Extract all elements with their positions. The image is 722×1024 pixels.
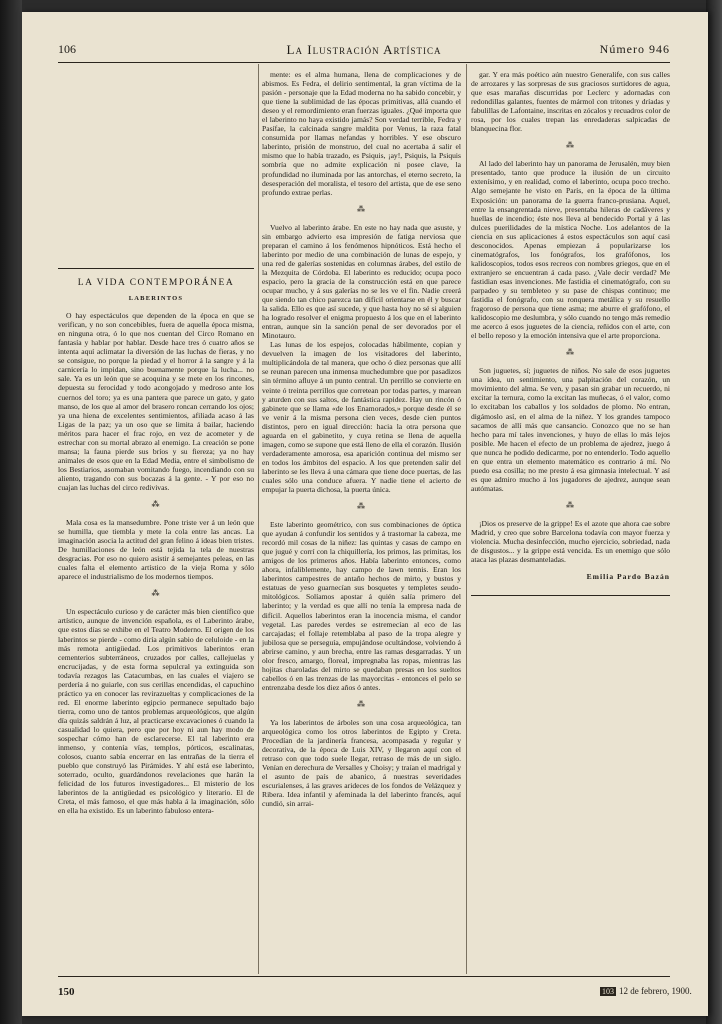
header-rule [58, 62, 670, 63]
article-end-rule [471, 595, 670, 596]
header-title: La Ilustración Artística [286, 42, 442, 57]
section-title: LA VIDA CONTEMPORÁNEA [77, 278, 235, 288]
asterism: ⁂ [357, 204, 366, 214]
column-3 [471, 70, 670, 596]
stamp-number: 103 [602, 987, 614, 996]
article-paragraph: gar. Y era más poético aún nuestro Generalife, con sus calles de arrozares y las sorpresas de sus graciosos surtidores de agua, que esas marañas discurridas por Leclerc y adornadas con redondillas galantes, fuentes de mármol con tritones y dríadas y fabulillas de Lafontaine, inscritas en zócalos y recuadros color de rosa, por los cuales trepan las enredaderas salpicadas de blanquecina flor. [471, 70, 670, 134]
asterism: ⁂ [566, 141, 575, 151]
left-spine-shadow [0, 0, 22, 1024]
asterism: ⁂ [357, 502, 366, 512]
column-2 [262, 70, 461, 808]
article-paragraph: Al lado del laberinto hay un panorama de Jerusalén, muy bien presentado, tanto que produce la ilusión de un circuito extenísimo, y en realidad, como el laberinto, ocupa poco trecho. Algo semejante he visto en París, en la época de la última Exposición: un panorama de la guerra franco-prusiana. Aquel, entre la ensangrentada nieve, presentaba hileras de cadáveres y huellas de incendio; éste nos lleva al bendecido Portal y á las dulces puerilidades de la mística Noche. Los adelantos de la ciencia en sus aplicaciones á estos espectáculos son aquí casi desconocidos. Apenas empiezan á popularizarse los cinematógrafos, los fonógrafos, los grafófonos, los kalidoscopios, todos esos recreos con nombres griegos, que en el extranjero se encuentran á cada paso. ¿Vale decir verdad? Me fastidian esas invenciones. Me fastidia el cinematógrafo, con su parpadeo y su tembleteo y su pase de chispas continuo; me fastidia el fonógrafo, con su ronquera metálica y su resuello fragoroso de persona que tiene asma; me aburre el grafófono, el kalidoscopio me deslumbra, y sólo cuando no tengo más remedio me acerco á esos juguetes de la ciencia, reñidos con el arte, con el bello reposo y la emoción intensiva que el arte proporciona. [471, 159, 670, 341]
article-paragraph: Este laberinto geométrico, con sus combinaciones de óptica que ayudan á confundir los sentidos y á trastornar la cabeza, me recordó mil cosas de la niñez: las quintas y casas de campo en que jugué y corrí con la chiquillería, los primos, las primitas, los amigos de los primeros años. Había laberinto entonces, como ahora, infaliblemente, hay campo de lawn tennis. Eran los laberintos campestres de antaño hechos de mirto, y bustos y estatuas de yeso guarnecían sus bosquetes y templetes seudo-mitológicos. Solíamos apostar á quién salía primero del laberinto; y la verdad es que allí no tenía la empresa nada de difícil. Aquellos laberintos eran la inocencia misma, el candor vegetal. Las paredes verdes se estremecían al eco de las carcajadas; el follaje retemblaba al paso de la tropa alegre y jubilosa que se perseguía, empujándose ocultándose, volviendo á abrirse camino, y aun brecha, entre las ramas desgarradas. Y un olor fresco, amargo, floreal, impregnaba las ropas, mientras las hojitas charoladas del mirto se quedaban presas en los sueltos cabellos ó en las trenzas de las mayorcitas - entonces el pelo se entrenzaba desde los diez años ó antes. [262, 520, 461, 692]
article-paragraph: Un espectáculo curioso y de carácter más bien científico que artístico, aunque de invención española, es el Laberinto árabe, que estos días se exhibe en el Teatro Moderno. El origen de los laberintos se pierde - como diría algún sabio de celuloide - en la más remota antigüedad. Los primitivos laberintos eran cementerios subterráneos, cruzados por calles, callejuelas y encrucijadas, y de esta forma sepulcral ya extinguida son todavía rezagos las Catacumbas, en las cuales el viajero se perdería á no guiarle, con sus cerillas encendidas, el capuchino práctico ya en conocer las revirazueltas y complicaciones de la red. El enorme laberinto egipcio permanece sepultado bajo tierra, como uno de tantos problemas arqueológicos, que algún día quizás saldrán á luz, al practicarse excavaciones ó cuando la casualidad lo quiera, pero que por hoy ni aun hay modo de sospechar cómo han de esclarecerse. El tal laberinto era inmenso, y contenía vías, templos, pórticos, escalinatas, colosos, cuanto sabía encerrar en las entrañas de la tierra el pueblo que construyó las Pirámides. Y ahí está ese laberinto, soterrado, oculto, guardándonos revelaciones que harán la felicidad de los futuros investigadores... El misterio de los laberintos de la antigüedad es psicológico y literario. El de Creta, el más famoso, el que más habla á la imaginación, sólo en ella ha existido. Es un laberinto fabuloso entera- [58, 607, 254, 816]
asterism: ⁂ [151, 589, 161, 599]
footer-rule [58, 976, 670, 977]
right-edge-shadow [706, 0, 722, 1024]
footer-folio: 150 [58, 986, 75, 998]
asterism: ⁂ [566, 348, 575, 358]
article-paragraph: mente: es el alma humana, llena de complicaciones y de abismos. Es Fedra, el delirio sentimental, la gran víctima de la pasión - personaje que la Edad moderna no ha sabido concebir, y que tiene la sublimidad de las épocas primitivas, allá cuando el deseo y el remordimiento eran fuerzas iguales. ¿Qué importa que el laberinto no haya existido jamás? Son verdad terrible, Fedra y Pasífae, la calcinada sangre maldita por Venus, la raza fatal consumida por llamas nefandas y horribles. Y ese obscuro laberinto, prisión de monstruo, del cual no acertaba á salir el mismo que lo había trazado, es Psiquis, ¡ay!, Psiquis, la Psiquis sombría que no admite explicación ni posee clave, la profundidad no iluminada por las antorchas, el eterno secreto, la desesperación del moralista, el tesoro del artista, que de ese seno profundo extrae perlas. [262, 70, 461, 197]
article-paragraph: O hay espectáculos que dependen de la época en que se verifican, y no son concebibles, fuera de aquella época misma, en ninguna otra, ó lo que nos cuentan del Circo Romano en fantasía y hablar por hablar. Desde hace tres ó cuatro años se intenta aquí aclimatar la diversión de las luchas de fieras, y no se consigue, no porque la piedad y el horror á la sangre y á la carnicería lo impidan, sino buenamente porque la lucha... no sale. Ya es un león que se acoquina y se mete en los rincones, depuesta su ferocidad y todo acongojado y medroso ante los cuernos del toro; ya es una pantera que parece un gato, y gato manso, de los que al amor del brasero roncan cerrando los ojos; ya una hiena de excelentes sentimientos, afiliada acaso á las Ligas de la paz; ya un oso que se limita á bailar, haciendo méritos para hacer el frac rojo, en vez de acometer y de estrechar con su mortal abrazo al enemigo. La creación se pone mansa; la fauna pierde sus bríos y su fiereza; ya no hay animales de esos que en la Edad Media, entre el simbolismo de los Bestiarios, asomaban vomitando fuego, incendiando con su aliento, tragando con sus bocazas á la gente. - Y por eso no cuajan las luchas del circo redivivas. [58, 311, 254, 492]
article-paragraph: Las lunas de los espejos, colocadas hábilmente, copian y devuelven la imagen de los visitadores del laberinto, multiplicándola de tal manera, que ocho ó diez personas que allí se reunan parecen una inmensa muchedumbre que por pasadizos sin término afluye á un punto central. Un perrillo se convierte en veinte ó treinta perrillos que corretean por todas partes, y marean y aturden con sus saltos, de fantástica rapidez. Hay un rincón ó gabinete que se llama «de los Enamorados,» porque desde él se ve venir á la misma persona cien veces, desde cien puntos distintos, pero en igual dirección: hacia la otra persona que aguarda en el gabinetito, y cuya retina se llena de aquella imagen, como se supone que está lleno de ella el corazón. Ilusión verdaderamente amorosa, esa aparición continua del mismo ser en todos los ámbitos del espacio. A los que pretenden salir del laberinto se les lleva á una cámara que tiene doce puertas, de las cuales sólo una conduce afuera. Y nadie tiene el acierto de empujar la puerta dichosa, la puerta única. [262, 340, 461, 495]
column-separator [258, 64, 259, 974]
asterism: ⁂ [357, 699, 366, 709]
stamp-date: 12 de febrero, 1900. [619, 986, 692, 996]
article-paragraph: ¡Dios os preserve de la grippe! Es el azote que ahora cae sobre Madrid, y creo que sobre Barcelona todavía con mayor fuerza y violencia. Mucha desinfección, mucho ejercicio, sobriedad, nada de disgustos... y la grippe está vencida. Es un enemigo que sólo ataca las plazas desmanteladas. [471, 518, 670, 565]
article-paragraph: Son juguetes, sí; juguetes de niños. No sale de esos juguetes una idea, un sentimiento, una palpitación del corazón, un movimiento del alma. Se ven, y pasan sin grabar un recuerdo, ni excitar la ternura, como la excitan las muñecas, ó el valor, como lo excitaban los caballos y los soldados de plomo. No entran, digámoslo así, en el alma de la niñez. Y los grandes tampoco sacamos de allí más que cansancio. Conozco que no se han hecho para mí tales invenciones, y huyo de ellas lo más lejos posible. Me hacen el efecto de un problema de ajedrez, juego á que nunca he podido dedicarme, por no entenderlo. Todo aquello en que entra un elemento matemático es contrario á mí. No puedo esa cosilla; no me presto á esa gimnasia intelectual. Y así es que admiro mucho á los jugadores de ajedrez, aunque sean autómatas. [471, 366, 670, 493]
article-paragraph: Ya los laberintos de árboles son una cosa arqueológica, tan arqueológica como los otros laberintos de Egipto y Creta. Procedían de la jardinería francesa, acompasada y regular y decorativa, de la época de Luis XIV, y llegaron aquí con el retraso con que todo suele llegar, retraso de más de un siglo. Venían en derechura de Versalles y Choisy; y traían el madrigal y el asunto de país de abanico, á nuestras severidades escurialenses, á las graves arideces de los fondos de Velázquez y Ribera. Idea infantil y afeminada la del laberinto francés, aquí cundió, sin arrai- [262, 717, 461, 809]
running-header [58, 42, 670, 60]
author-signature: Emilia Pardo Bazán [586, 572, 670, 582]
header-page-number: 106 [58, 42, 76, 56]
asterism: ⁂ [151, 500, 161, 510]
asterism: ⁂ [566, 500, 575, 510]
footer-date-stamp [600, 986, 692, 996]
column-separator [466, 64, 467, 974]
section-header [58, 268, 254, 303]
article-paragraph: Vuelvo al laberinto árabe. En este no hay nada que asuste, y sin embargo advierto esa impresión de fatiga nerviosa que preparan el camino á los fenómenos hipnóticos. Está hecho el laberinto por medio de una combinación de lunas de espejo, y una red de galerías sostenidas en columnas árabes, del estilo de la Mezquita de Córdoba. El laberinto es reducido; ocupa poco espacio, pero la gracia de la construcción está en que parece ocupar mucho, y á sus galerías no se les ve el fin. Nadie creerá que siendo tan chico parezca tan difícil orientarse en él y buscar la salida. Ello es que así sucede, y que hasta hoy no sé si alguien ha logrado resolver el enigma propuesto á los que en el laberinto entran, aunque sin la sanción penal de ser devorados por el Minotauro. [262, 222, 461, 341]
column-1 [58, 70, 254, 815]
column-1-top-space [58, 70, 254, 250]
section-subtitle: LABERINTOS [128, 295, 184, 303]
article-paragraph: Mala cosa es la mansedumbre. Pone triste ver á un león que se humilla, que tiembla y mete la cola entre las ancas. La imaginación asocia la actitud del gran felino á ideas bien tristes. De humillaciones de león está tejida la tela de nuestras desgracias. Por eso no quiero asistir á semejantes peleas, en las cuales falta el elemento artístico de la vieja Roma y sólo aparece el industrialismo de los modernos tiempos. [58, 518, 254, 582]
header-issue-number: Número 946 [599, 42, 670, 56]
